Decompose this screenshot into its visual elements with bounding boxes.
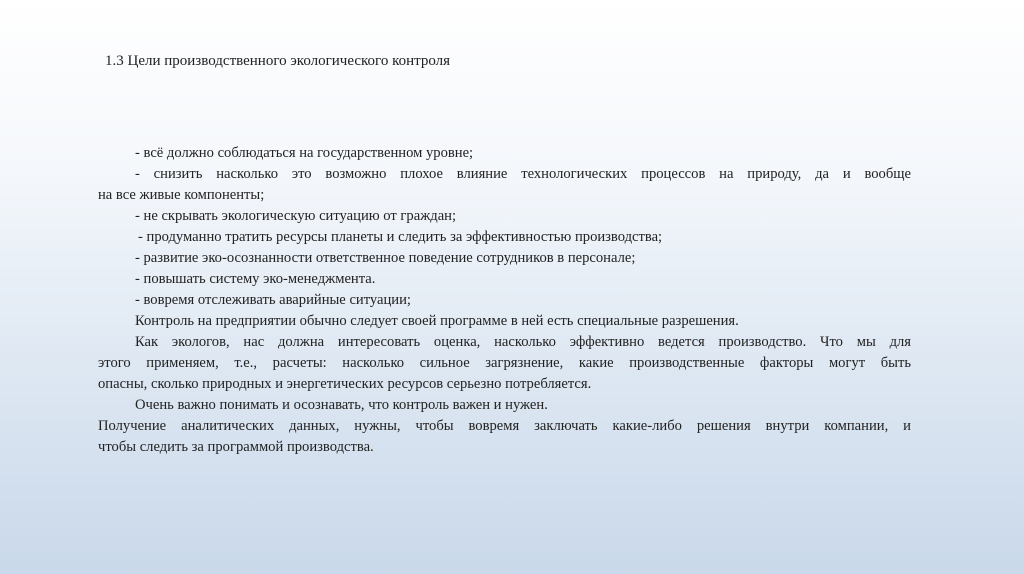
paragraph-analytics-line2: чтобы следить за программой производства. (98, 439, 374, 455)
bullet-eco-awareness: - развитие эко-осознанности ответственное поведение сотрудников в персонале; (135, 250, 636, 266)
paragraph-ecologists-line2: этого применяем, т.е., расчеты: насколько сильное загрязнение, какие производственные факторы могут быть (98, 355, 911, 371)
paragraph-control-program: Контроль на предприятии обычно следует своей программе в ней есть специальные разрешения. (135, 313, 739, 329)
slide-title: 1.3 Цели производственного экологического контроля (105, 53, 451, 69)
bullet-reduce-impact-continued: на все живые компоненты; (98, 187, 265, 203)
bullet-transparency: - не скрывать экологическую ситуацию от граждан; (135, 208, 457, 224)
slide-body (98, 143, 911, 458)
paragraph-importance: Очень важно понимать и осознавать, что контроль важен и нужен. (135, 397, 548, 413)
bullet-state-level: - всё должно соблюдаться на государственном уровне; (135, 145, 474, 161)
bullet-emergencies: - вовремя отслеживать аварийные ситуации; (135, 292, 411, 308)
paragraph-analytics: Получение аналитических данных, нужны, чтобы вовремя заключать какие-либо решения внутри компании, и (98, 418, 911, 434)
bullet-reduce-impact: - снизить насколько это возможно плохое влияние технологических процессов на природу, да и вообще (135, 166, 911, 182)
bullet-resources: - продуманно тратить ресурсы планеты и следить за эффективностью производства; (138, 229, 663, 245)
paragraph-ecologists-line3: опасны, сколько природных и энергетических ресурсов серьезно потребляется. (98, 376, 592, 392)
bullet-eco-management: - повышать систему эко-менеджмента. (135, 271, 376, 287)
paragraph-ecologists: Как экологов, нас должна интересовать оценка, насколько эффективно ведется производство. Что мы для (135, 334, 911, 350)
